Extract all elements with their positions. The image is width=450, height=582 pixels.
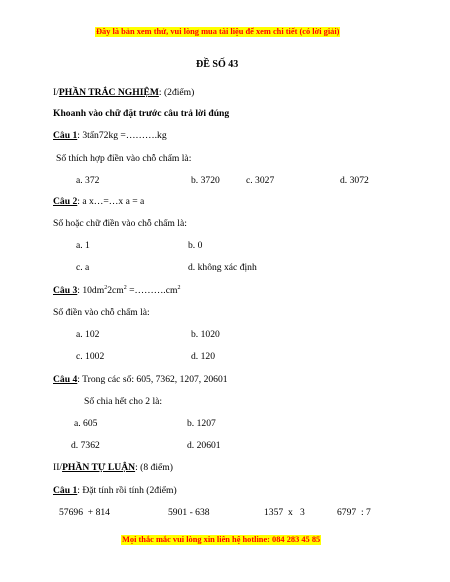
part1-points: : (2điểm): [158, 87, 195, 98]
part1-name: PHẦN TRẮC NGHIỆM: [58, 87, 159, 98]
hotline-notice-banner: Mọi thắc mắc vui lòng xin liên hệ hotline: 084 283 45 85: [122, 535, 321, 544]
question-2-text: : a x…=…x a = a: [77, 196, 145, 207]
exam-title: ĐỀ SỐ 43: [196, 59, 239, 70]
question-3: [53, 285, 180, 297]
question-1-option-c[interactable]: c. 3027: [246, 175, 275, 186]
question-1-label: Câu 1: [53, 130, 78, 141]
question-3-option-b[interactable]: b. 1020: [191, 329, 220, 340]
question-3-sup-1: 2: [104, 284, 108, 291]
question-1-prompt: Số thích hợp điền vào chỗ chấm là:: [56, 153, 192, 164]
question-2: [53, 196, 144, 208]
part2-question-1-label: Câu 1: [53, 485, 78, 496]
part1-prefix: I/: [53, 87, 59, 98]
question-1-option-b[interactable]: b. 3720: [191, 175, 220, 186]
question-1: [53, 130, 167, 142]
question-4-label: Câu 4: [53, 374, 78, 385]
question-3-text-a: : 10dm: [77, 285, 105, 296]
question-3-sup-2: 2: [123, 284, 127, 291]
question-3-text-c: =……….cm: [126, 285, 178, 296]
question-3-sup-3: 2: [177, 284, 181, 291]
question-3-option-c[interactable]: c. 1002: [76, 351, 105, 362]
question-4-option-a[interactable]: a. 605: [74, 418, 98, 429]
part1-instruction: Khoanh vào chữ đặt trước câu trả lời đúng: [53, 108, 230, 119]
part2-heading: [53, 462, 173, 474]
question-3-text-b: 2cm: [107, 285, 124, 296]
question-3-option-a[interactable]: a. 102: [76, 329, 100, 340]
question-4-option-c[interactable]: d. 7362: [71, 440, 100, 451]
calculation-4: 6797 : 7: [337, 507, 371, 518]
question-3-prompt: Số điền vào chỗ chấm là:: [53, 307, 150, 318]
preview-notice-banner: Đây là bản xem thử, vui lòng mua tài liệu để xem chi tiết (có lời giải): [96, 27, 340, 36]
calculation-3: 1357 x 3: [264, 507, 305, 518]
part1-heading: [53, 87, 194, 99]
question-1-text: : 3tấn72kg =……….kg: [77, 130, 167, 141]
question-3-option-d[interactable]: d. 120: [191, 351, 215, 362]
question-2-option-d[interactable]: d. không xác định: [188, 262, 257, 273]
calculation-2: 5901 - 638: [168, 507, 210, 518]
part2-question-1-text: : Đặt tính rồi tính (2điểm): [77, 485, 177, 496]
part2-points: : (8 điểm): [135, 462, 173, 473]
question-4-option-d[interactable]: d. 20601: [187, 440, 221, 451]
question-2-label: Câu 2: [53, 196, 78, 207]
part2-prefix: II/: [53, 462, 63, 473]
calculation-1: 57696 + 814: [59, 507, 110, 518]
question-2-option-b[interactable]: b. 0: [188, 240, 203, 251]
question-2-option-c[interactable]: c. a: [76, 262, 90, 273]
question-2-option-a[interactable]: a. 1: [76, 240, 90, 251]
question-1-option-d[interactable]: d. 3072: [340, 175, 369, 186]
question-4-option-b[interactable]: b. 1207: [187, 418, 216, 429]
part2-question-1: [53, 485, 177, 497]
question-4-text: : Trong các số: 605, 7362, 1207, 20601: [77, 374, 228, 385]
question-1-option-a[interactable]: a. 372: [76, 175, 100, 186]
question-2-prompt: Số hoặc chữ điền vào chỗ chấm là:: [53, 218, 187, 229]
question-4: [53, 374, 228, 386]
question-4-prompt: Số chia hết cho 2 là:: [84, 396, 163, 407]
part2-name: PHẦN TỰ LUẬN: [62, 462, 136, 473]
question-3-label: Câu 3: [53, 285, 78, 296]
